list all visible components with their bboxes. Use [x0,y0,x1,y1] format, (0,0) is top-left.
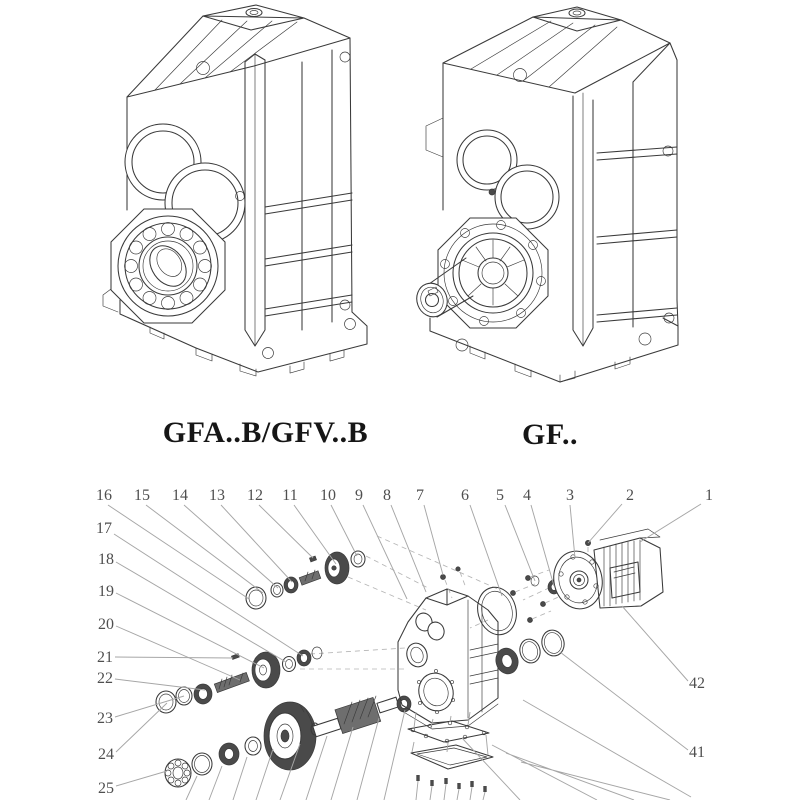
callout-5: 5 [496,487,504,504]
callout-10: 10 [320,487,336,504]
callout-17: 17 [96,520,112,537]
leader-line-4 [531,505,554,586]
callout-12: 12 [247,487,263,504]
callout-14: 14 [172,487,188,504]
front-pillar [245,54,265,346]
model-label-left: GFA..B/GFV..B [162,416,369,449]
bearing-flange [111,209,225,323]
leader-line-6 [470,505,502,596]
leader-line-15 [146,505,263,593]
cut-leader-lines [186,700,691,800]
callout-7: 7 [416,487,424,504]
leader-line-7 [424,505,443,575]
leader-line-16 [108,505,249,599]
leader-line-10 [331,505,357,556]
callout-41: 41 [689,744,705,761]
leader-line-14 [184,505,278,588]
ball-bearing [165,759,191,787]
leader-line-13 [221,505,292,582]
callout-24: 24 [98,746,114,763]
callout-1: 1 [705,487,713,504]
leader-line-5 [505,505,535,581]
leader-line-41 [560,652,688,750]
flange-ring-and-bearings [472,583,567,677]
callout-15: 15 [134,487,150,504]
leader-line-2 [588,504,622,543]
leader-line-11 [294,505,336,564]
leader-line-9 [363,505,407,599]
callout-8: 8 [383,487,391,504]
callout-13: 13 [209,487,225,504]
gasket-and-pan [408,712,493,800]
leader-line-24 [116,703,167,752]
washer [271,583,283,597]
callout-21: 21 [97,649,113,666]
leader-line-1 [640,504,701,542]
leader-line-22 [115,679,205,690]
roof-face [127,16,350,97]
leader-line-3 [570,505,575,558]
callout-11: 11 [282,487,298,504]
input-bores [457,130,559,229]
callout-42: 42 [689,675,705,692]
upper-shaft-assembly [246,551,365,609]
pan-bolts [416,775,485,800]
callout-18: 18 [98,551,114,568]
leader-line-8 [391,505,426,592]
callout-9: 9 [355,487,363,504]
leader-line-21 [115,657,233,658]
leader-line-12 [259,505,313,558]
gearbox-drawing-left [103,5,367,376]
callout-22: 22 [97,670,113,687]
output-flange [438,218,548,328]
leader-line-20 [116,626,240,680]
side-panel [597,43,677,327]
leader-line-25 [116,771,167,786]
front-pillar [573,93,593,346]
output-pinion-shaft [311,696,399,737]
callout-3: 3 [566,487,574,504]
callout-6: 6 [461,487,469,504]
terminal-box [610,562,640,598]
washer [245,737,261,755]
callout-16: 16 [96,487,112,504]
callout-20: 20 [98,616,114,633]
leader-line-23 [115,696,184,717]
callout-25: 25 [98,780,114,797]
gear-housing [398,589,498,729]
exploded-view [96,487,713,800]
callout-2: 2 [626,487,634,504]
leader-line-42 [622,606,688,681]
motor [548,529,663,613]
callout-layer [96,487,713,797]
leader-line-18 [116,562,286,662]
bearing-cap [351,551,365,567]
callout-19: 19 [98,583,114,600]
key [309,556,316,562]
snap-ring [517,637,543,665]
intermediate-shaft [214,672,249,692]
model-label-right: GF.. [522,418,578,451]
gearbox-drawing-right [412,7,678,382]
lower-shaft-assembly [165,696,411,787]
motor-body [594,538,663,608]
callout-23: 23 [97,710,113,727]
pinion-shaft [299,556,321,585]
callout-4: 4 [523,487,531,504]
washer [283,657,296,672]
snap-ring [192,753,212,775]
output-gear [264,702,316,770]
